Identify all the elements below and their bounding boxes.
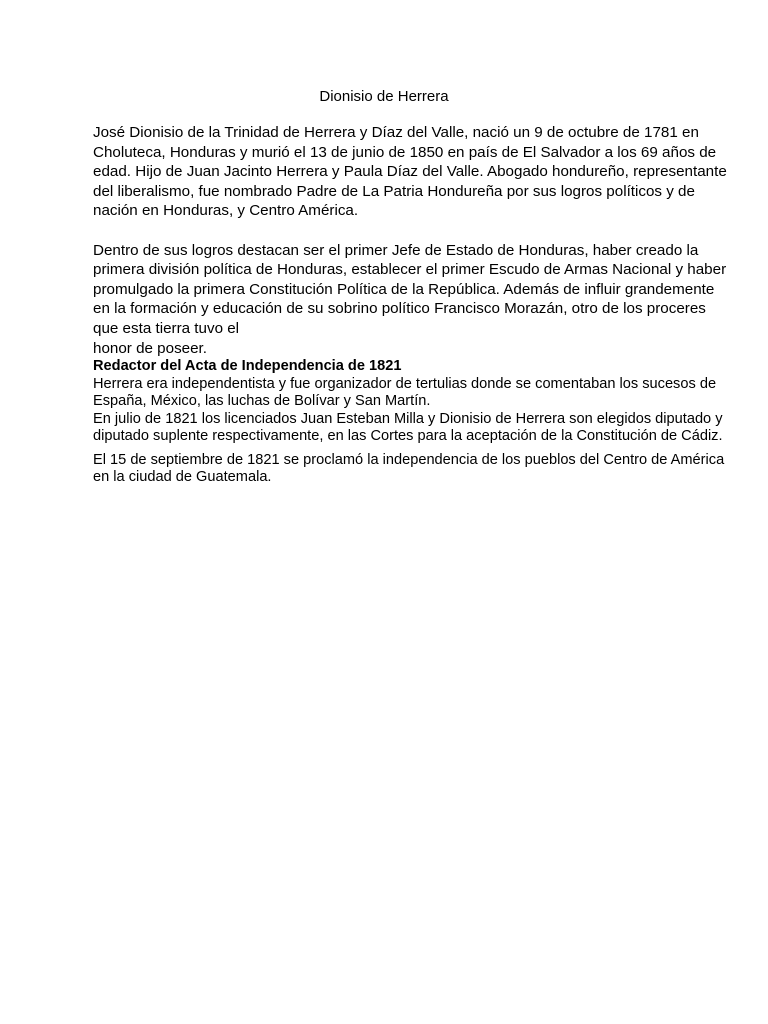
independence-paragraph: Herrera era independentista y fue organizador de tertulias donde se comentaban los sucesos de España, México, las luchas de Bolívar y San Martín. <box>93 375 717 410</box>
achievements-paragraph-end: honor de poseer. <box>93 339 207 357</box>
biography-paragraph: José Dionisio de la Trinidad de Herrera y Díaz del Valle, nació un 9 de octubre de 1781 en Choluteca, Honduras y murió el 13 de junio de 1850 en país de El Salvador a los 69 años de edad. Hijo de Juan Jacinto Herrera y Paula Díaz del Valle. Abogado hondureño, representante del liberalismo, fue nombrado Padre de La Patria Hondureña por sus logros políticos y de nación en Honduras, y Centro América. <box>93 124 727 220</box>
achievements-paragraph: Dentro de sus logros destacan ser el primer Jefe de Estado de Honduras, haber creado la primera división política de Honduras, establecer el primer Escudo de Armas Nacional y haber promulgado la primera Constitución Política de la República. Además de influir grandemente en la formación y educación de su sobrino político Francisco Morazán, otro de los proceres que esta tierra tuvo el <box>93 241 727 337</box>
cortes-paragraph: En julio de 1821 los licenciados Juan Esteban Milla y Dionisio de Herrera son elegidos diputado y diputado suplente respectivamente, en las Cortes para la aceptación de la Constitución de Cádiz. <box>93 410 723 445</box>
section-heading: Redactor del Acta de Independencia de 1821 <box>93 358 402 375</box>
proclamation-paragraph: El 15 de septiembre de 1821 se proclamó la independencia de los pueblos del Centro de América en la ciudad de Guatemala. <box>93 451 725 486</box>
document-body <box>93 123 733 487</box>
page-title: Dionisio de Herrera <box>319 88 449 105</box>
